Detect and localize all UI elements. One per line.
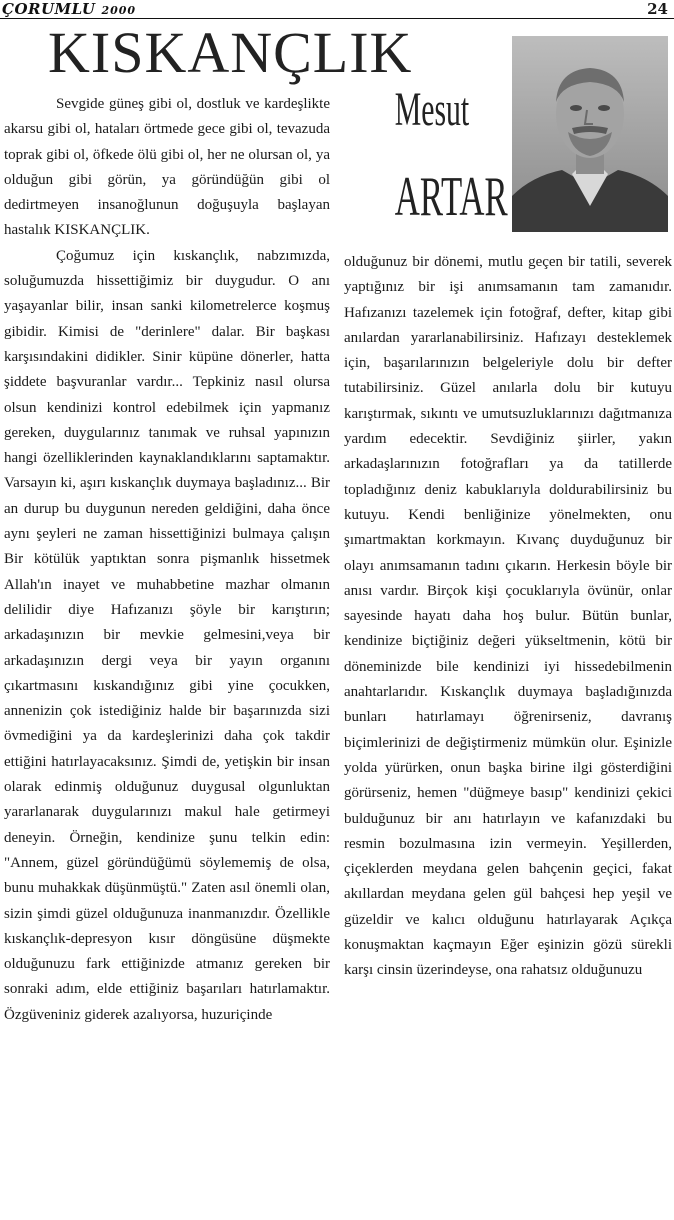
article-paragraph: Çoğumuz için kıskançlık, nabzımızda, soluğumuzda hissettiğimiz bir duygudur. O anı yaşayanlar bilir, insan sanki kilometrelerce koşmuş gibidir. Kimisi de "derinlere" dalar. Bir başkası karşısındakini didikler. Sinir küpüne dönerler, hatta şiddete başvuranlar vardır... Tepkiniz nasıl olursa olsun kendinizi kontrol edebilmek için yapmanız gereken, duygularınız tanımak ve ruhsal yapınızın hangi özelliklerinden kaynaklandıklarını saptamaktır. Varsayın ki, aşırı kıskançlık duymaya başladınız... Bir an durup bu duygunun nereden geldiğini, daha önce aynı şeyleri ne zaman hissettiğinizi bulmaya çalışın Bir kötülük yaptıktan sonra pişmanlık hissetmek Allah'ın inayet ve muhabbetine mazhar olmanın delilidir diye Hafızanızı şöyle bir karıştırın; arkadaşınızın bir mevkie gelmesini,veya bir arkadaşınızın dergi veya bir yayın organını çıkartmasını kıskandığınız gibi yine çocukken, annenizin çok istediğiniz halde bir başarınızda sizi övmediğini ya da kardeşlerinizi daha çok takdir ettiğini hatırlayacaksınız. Şimdi de, yetişkin bir insan olarak edinmiş olduğunuz duygusal olgunluktan yararlanarak duygularınızı makul hale getirmeyi deneyin. Örneğin, kendinize şunu telkin edin: "Annem, güzel göründüğümü söylememiş de olsa, bunu muhakkak düşünmüştü." Zaten asıl önemli olan, sizin şimdi güzel olduğunuza inanmanızdır. Özellikle kıskançlık-depresyon kısır döngüsüne düşmekte olduğunuzu fark ettiğinizde atmanız gereken bir sonraki adım, elde ettiğiniz başarıları hatırlamaktır. Özgüveniniz giderek azalıyorsa, huzuriçinde xyxy=(4,247,330,1023)
author-first-name: Mesut xyxy=(394,83,470,136)
page-header xyxy=(0,0,674,20)
publication-year: 2000 xyxy=(101,4,137,17)
author-last-name: ARTAR xyxy=(394,166,508,228)
article-paragraph: Sevgide güneş gibi ol, dostluk ve kardeşlikte akarsu gibi ol, hataları örtmede gece gibi ol, tevazuda toprak gibi ol, öfkede ölü gibi ol, her ne olursan ol, ya olduğun gibi görün, ya göründüğün gibi ol dedirtmeyen insanoğlunun doğuşuyla başlayan hastalık KISKANÇLIK. xyxy=(4,96,330,239)
page-number: 24 xyxy=(647,0,668,18)
article-title: KISKANÇLIK xyxy=(48,20,413,85)
author-portrait-icon xyxy=(512,36,668,232)
publication-name: ÇORUMLU xyxy=(2,0,96,18)
article-column-1 xyxy=(4,92,330,1028)
article-column-2 xyxy=(344,250,672,984)
article-paragraph: olduğunuz bir dönemi, mutlu geçen bir tatili, severek yaptığınız bir işi anımsamanın tam zamanıdır. Hafızanızı tazelemek için fotoğraf, defter, kitap gibi anılardan yararlanabilirsiniz. Hafızayı desteklemek için, başarılarınızın belgeleriyle dolu bir defter tutabilirsiniz. Güzel anılarla dolu bir kutuyu karıştırmak, sıkıntı ve umutsuzluklarınızı dağıtmanıza yardım edecektir. Sevdiğiniz şiirler, yakın arkadaşlarınızın fotoğrafları ya da tatillerde topladığınız deniz kabuklarıyla doldurabilirsiniz bu kutuyu. Kendi benliğinize yönelmekten, onu şımartmaktan korkmayın. Kıvanç duyduğunuz bir olayı anımsamanın tadını çıkarın. Herkesin böyle bir anısı vardır. Birçok kişi çocuklarıyla övünür, onlar sayesinde hayatı daha hoş bulur. Bütün bunlar, kendinize biçtiğiniz değeri yükseltmenin, kötü bir döneminizde bile kendinizi iyi hissedebilmenin anahtarlarıdır. Kıskançlık duymaya başladığınızda bunları hatırlamayı öğrenirseniz, davranış biçimlerinizi de değiştirmeniz mümkün olur. Eşinizle yolda yürürken, onun başka birine ilgi gösterdiğini görürseniz, hemen "düğmeye basıp" kendinizi çekici bulduğunuz bir anı hatırlayın ve kafanızdaki bu resmin bozulmasına izin vermeyin. Yeşillerden, çiçeklerden meydana gelen bahçenin geçici, fakat akıllardan meydana gelen gül bahçesi hep yeşil ve güzeldir ve kalıcı olduğunu hatırlayarak Açıkça konuşmaktan kaçmayın Eğer eşinizin gözü sürekli karşı cinsin üzerindeyse, ona rahatsız olduğunuzu xyxy=(344,254,672,979)
publication-logo xyxy=(2,0,136,18)
